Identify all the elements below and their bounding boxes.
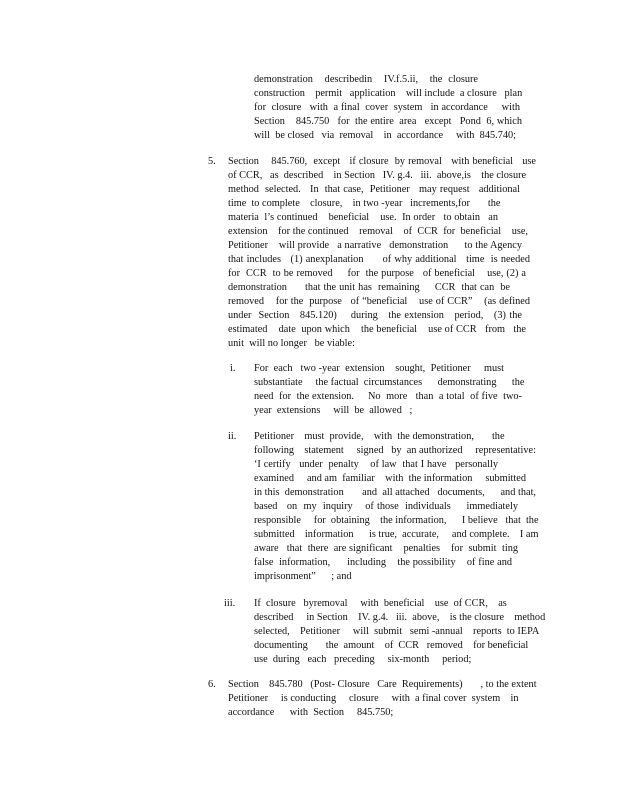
text-line: selected, Petitioner will submit semi -annual reports to IEPA [254,626,540,637]
text-line: following statement signed by an authorized representative: [254,445,536,456]
text-line: for closure with a final cover system in accordance with [254,102,520,113]
text-line: that includes (1) anexplanation of why additional time is needed [228,254,530,265]
text-line: For each two -year extension sought, Petitioner must [254,363,504,374]
sub-item-numeral: i. [230,363,236,374]
text-line: accordance with Section 845.750; [228,707,394,718]
text-line: in this demonstration and all attached documents, and that, [254,487,536,498]
text-line: Petitioner must provide, with the demonstration, the [254,431,505,442]
text-line: extension for the continued removal of CCR for beneficial use, [228,226,528,237]
text-line: If closure byremoval with beneficial use of CCR, as [254,598,507,609]
text-line: Section 845.760, except if closure by removal with beneficial use [228,156,536,167]
text-line: demonstration describedin IV.f.5.ii, the closure [254,74,478,85]
text-line: time to complete closure, in two -year increments,for the [228,198,501,209]
text-line: based on my inquiry of those individuals immediately [254,501,518,512]
text-line: demonstration that the unit has remaining CCR that can be [228,282,510,293]
text-line: documenting the amount of CCR removed for beneficial [254,640,529,651]
text-line: Petitioner is conducting closure with a final cover system in [228,693,519,704]
text-line: construction permit application will include a closure plan [254,88,523,99]
text-line: use during each preceding six-month period; [254,654,472,665]
text-line: ‘I certify under penalty of law that I have personally [254,459,498,470]
item-number: 6. [208,679,216,690]
text-line: will be closed via removal in accordance with 845.740; [254,130,516,141]
text-line: false information, including the possibility of fine and [254,557,512,568]
text-line: described in Section IV. g.4. iii. above, is the closure method [254,612,546,623]
text-line: need for the extension. No more than a total of five two- [254,391,522,402]
text-line: removed for the purpose of “beneficial use of CCR” (as defined [228,296,530,307]
text-line: submitted information is true, accurate, and complete. I am [254,529,539,540]
sub-item-numeral: iii. [224,598,236,609]
text-line: Section 845.750 for the entire area except Pond 6, which [254,116,522,127]
text-line: substantiate the factual circumstances demonstrating the [254,377,525,388]
text-line: responsible for obtaining the information, I believe that the [254,515,539,526]
text-line: under Section 845.120) during the extension period, (3) the [228,310,522,321]
text-line: Section 845.780 (Post- Closure Care Requirements) , to the extent [228,679,537,690]
text-line: imprisonment” ; and [254,571,352,582]
text-line: materia l’s continued beneficial use. In order to obtain an [228,212,498,223]
text-line: examined and am familiar with the information submitted [254,473,526,484]
sub-item-numeral: ii. [228,431,237,442]
text-line: of CCR, as described in Section IV. g.4. iii. above,is the closure [228,170,527,181]
text-line: aware that there are significant penalties for submit ting [254,543,518,554]
text-line: year extensions will be allowed ; [254,405,413,416]
text-line: Petitioner will provide a narrative demonstration to the Agency [228,240,522,251]
text-line: for CCR to be removed for the purpose of beneficial use, (2) a [228,268,526,279]
text-line: unit will no longer be viable: [228,338,355,349]
item-number: 5. [208,156,216,167]
text-line: estimated date upon which the beneficial use of CCR from the [228,324,526,335]
text-line: method selected. In that case, Petitioner may request additional [228,184,520,195]
